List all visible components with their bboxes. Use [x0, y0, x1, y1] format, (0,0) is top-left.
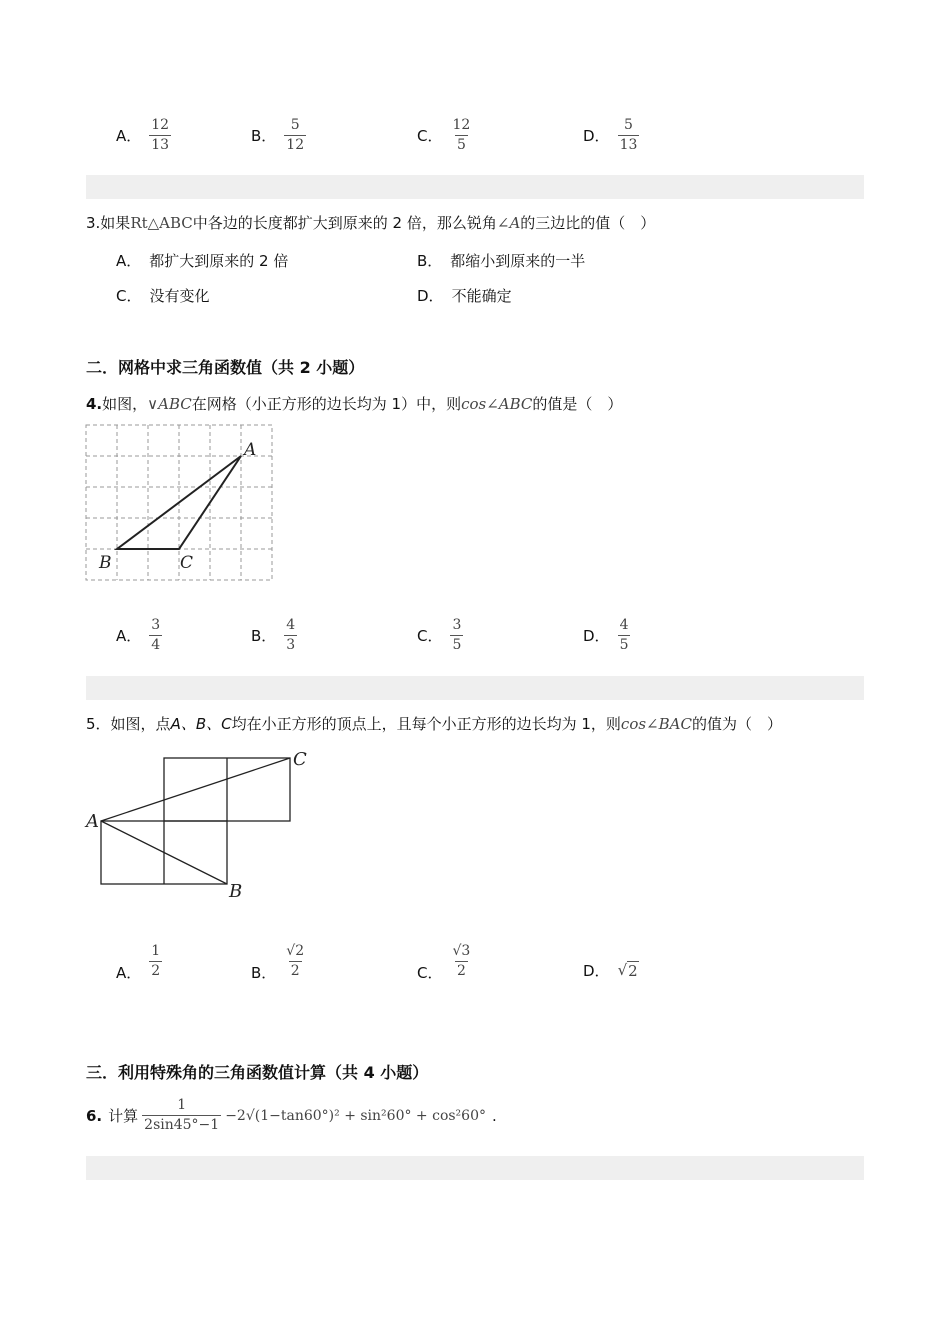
point-c-label: C	[180, 553, 194, 573]
section-heading: 二．网格中求三角函数值（共 2 小题）	[86, 358, 365, 377]
fraction: $\frac{3}{5}$	[452, 617, 462, 654]
q4-option-c[interactable]: C． $\frac{3}{5}$	[417, 617, 462, 654]
point-b-label: B	[229, 881, 243, 902]
q4-option-d[interactable]: D． $\frac{4}{5}$	[583, 617, 629, 654]
q4-grid-figure	[84, 423, 279, 588]
fraction: $\frac{√2}{2}$	[286, 942, 305, 979]
fraction: $\frac{4}{5}$	[619, 617, 629, 654]
answer-area[interactable]	[86, 175, 864, 199]
fraction: $\frac{5}{13}$	[619, 117, 638, 154]
q5-option-b[interactable]: B． $\frac{√2}{2}$	[251, 942, 305, 982]
q2-option-a[interactable]: A． $\frac{12}{13}$	[116, 117, 170, 154]
q5-stem: 5．如图，点A、B、C均在小正方形的顶点上，且每个小正方形的边长均为 1，则cos∠BAC的值为（ ）	[86, 715, 782, 733]
fraction: $\frac{1}{2}$	[151, 942, 161, 979]
q3-stem: 3.如果Rt△ABC中各边的长度都扩大到原来的 2 倍，那么锐角∠A的三边比的值（ ）	[86, 214, 656, 232]
segment-ac	[101, 758, 290, 821]
answer-area[interactable]	[86, 676, 864, 700]
point-a-label: A	[244, 440, 257, 460]
square-root: √ 2	[617, 961, 638, 980]
q2-option-c[interactable]: C． $\frac{12}{5}$	[417, 117, 471, 154]
fraction: $\frac{1}{2\sin 45^\circ-1}$	[144, 1097, 220, 1134]
q6-stem: 6. 计算 $\frac{1}{2\sin 45^\circ-1}$ −2√(1−tan60°)² + sin²60° + cos²60° .	[86, 1097, 497, 1134]
q2-option-d[interactable]: D． $\frac{5}{13}$	[583, 117, 638, 154]
q5-option-c[interactable]: C． $\frac{√3}{2}$	[417, 942, 471, 982]
q5-grid-figure	[84, 745, 324, 905]
q3-option-a[interactable]: A． 都扩大到原来的 2 倍	[116, 252, 289, 270]
point-a-label: A	[86, 811, 99, 832]
section-heading: 三．利用特殊角的三角函数值计算（共 4 小题）	[86, 1063, 429, 1082]
q4-option-a[interactable]: A． $\frac{3}{4}$	[116, 617, 161, 654]
q4-stem: 4.如图，∨ABC在网格（小正方形的边长均为 1）中，则cos∠ABC的值是（ ）	[86, 395, 623, 413]
q3-option-d[interactable]: D． 不能确定	[417, 287, 512, 305]
fraction: $\frac{√3}{2}$	[452, 942, 471, 979]
q5-option-d[interactable]: D． √ 2	[583, 961, 638, 980]
q3-option-c[interactable]: C． 没有变化	[116, 287, 210, 305]
fraction: $\frac{12}{5}$	[452, 117, 471, 154]
point-b-label: B	[99, 553, 112, 573]
q2-option-b[interactable]: B． $\frac{5}{12}$	[251, 117, 305, 154]
q5-option-a[interactable]: A． $\frac{1}{2}$	[116, 942, 161, 982]
answer-area[interactable]	[86, 1156, 864, 1180]
fraction: $\frac{4}{3}$	[286, 617, 296, 654]
fraction: $\frac{5}{12}$	[286, 117, 305, 154]
fraction: $\frac{12}{13}$	[151, 117, 170, 154]
q3-option-b[interactable]: B． 都缩小到原来的一半	[417, 252, 586, 270]
q4-option-b[interactable]: B． $\frac{4}{3}$	[251, 617, 296, 654]
point-c-label: C	[293, 749, 307, 770]
fraction: $\frac{3}{4}$	[151, 617, 161, 654]
